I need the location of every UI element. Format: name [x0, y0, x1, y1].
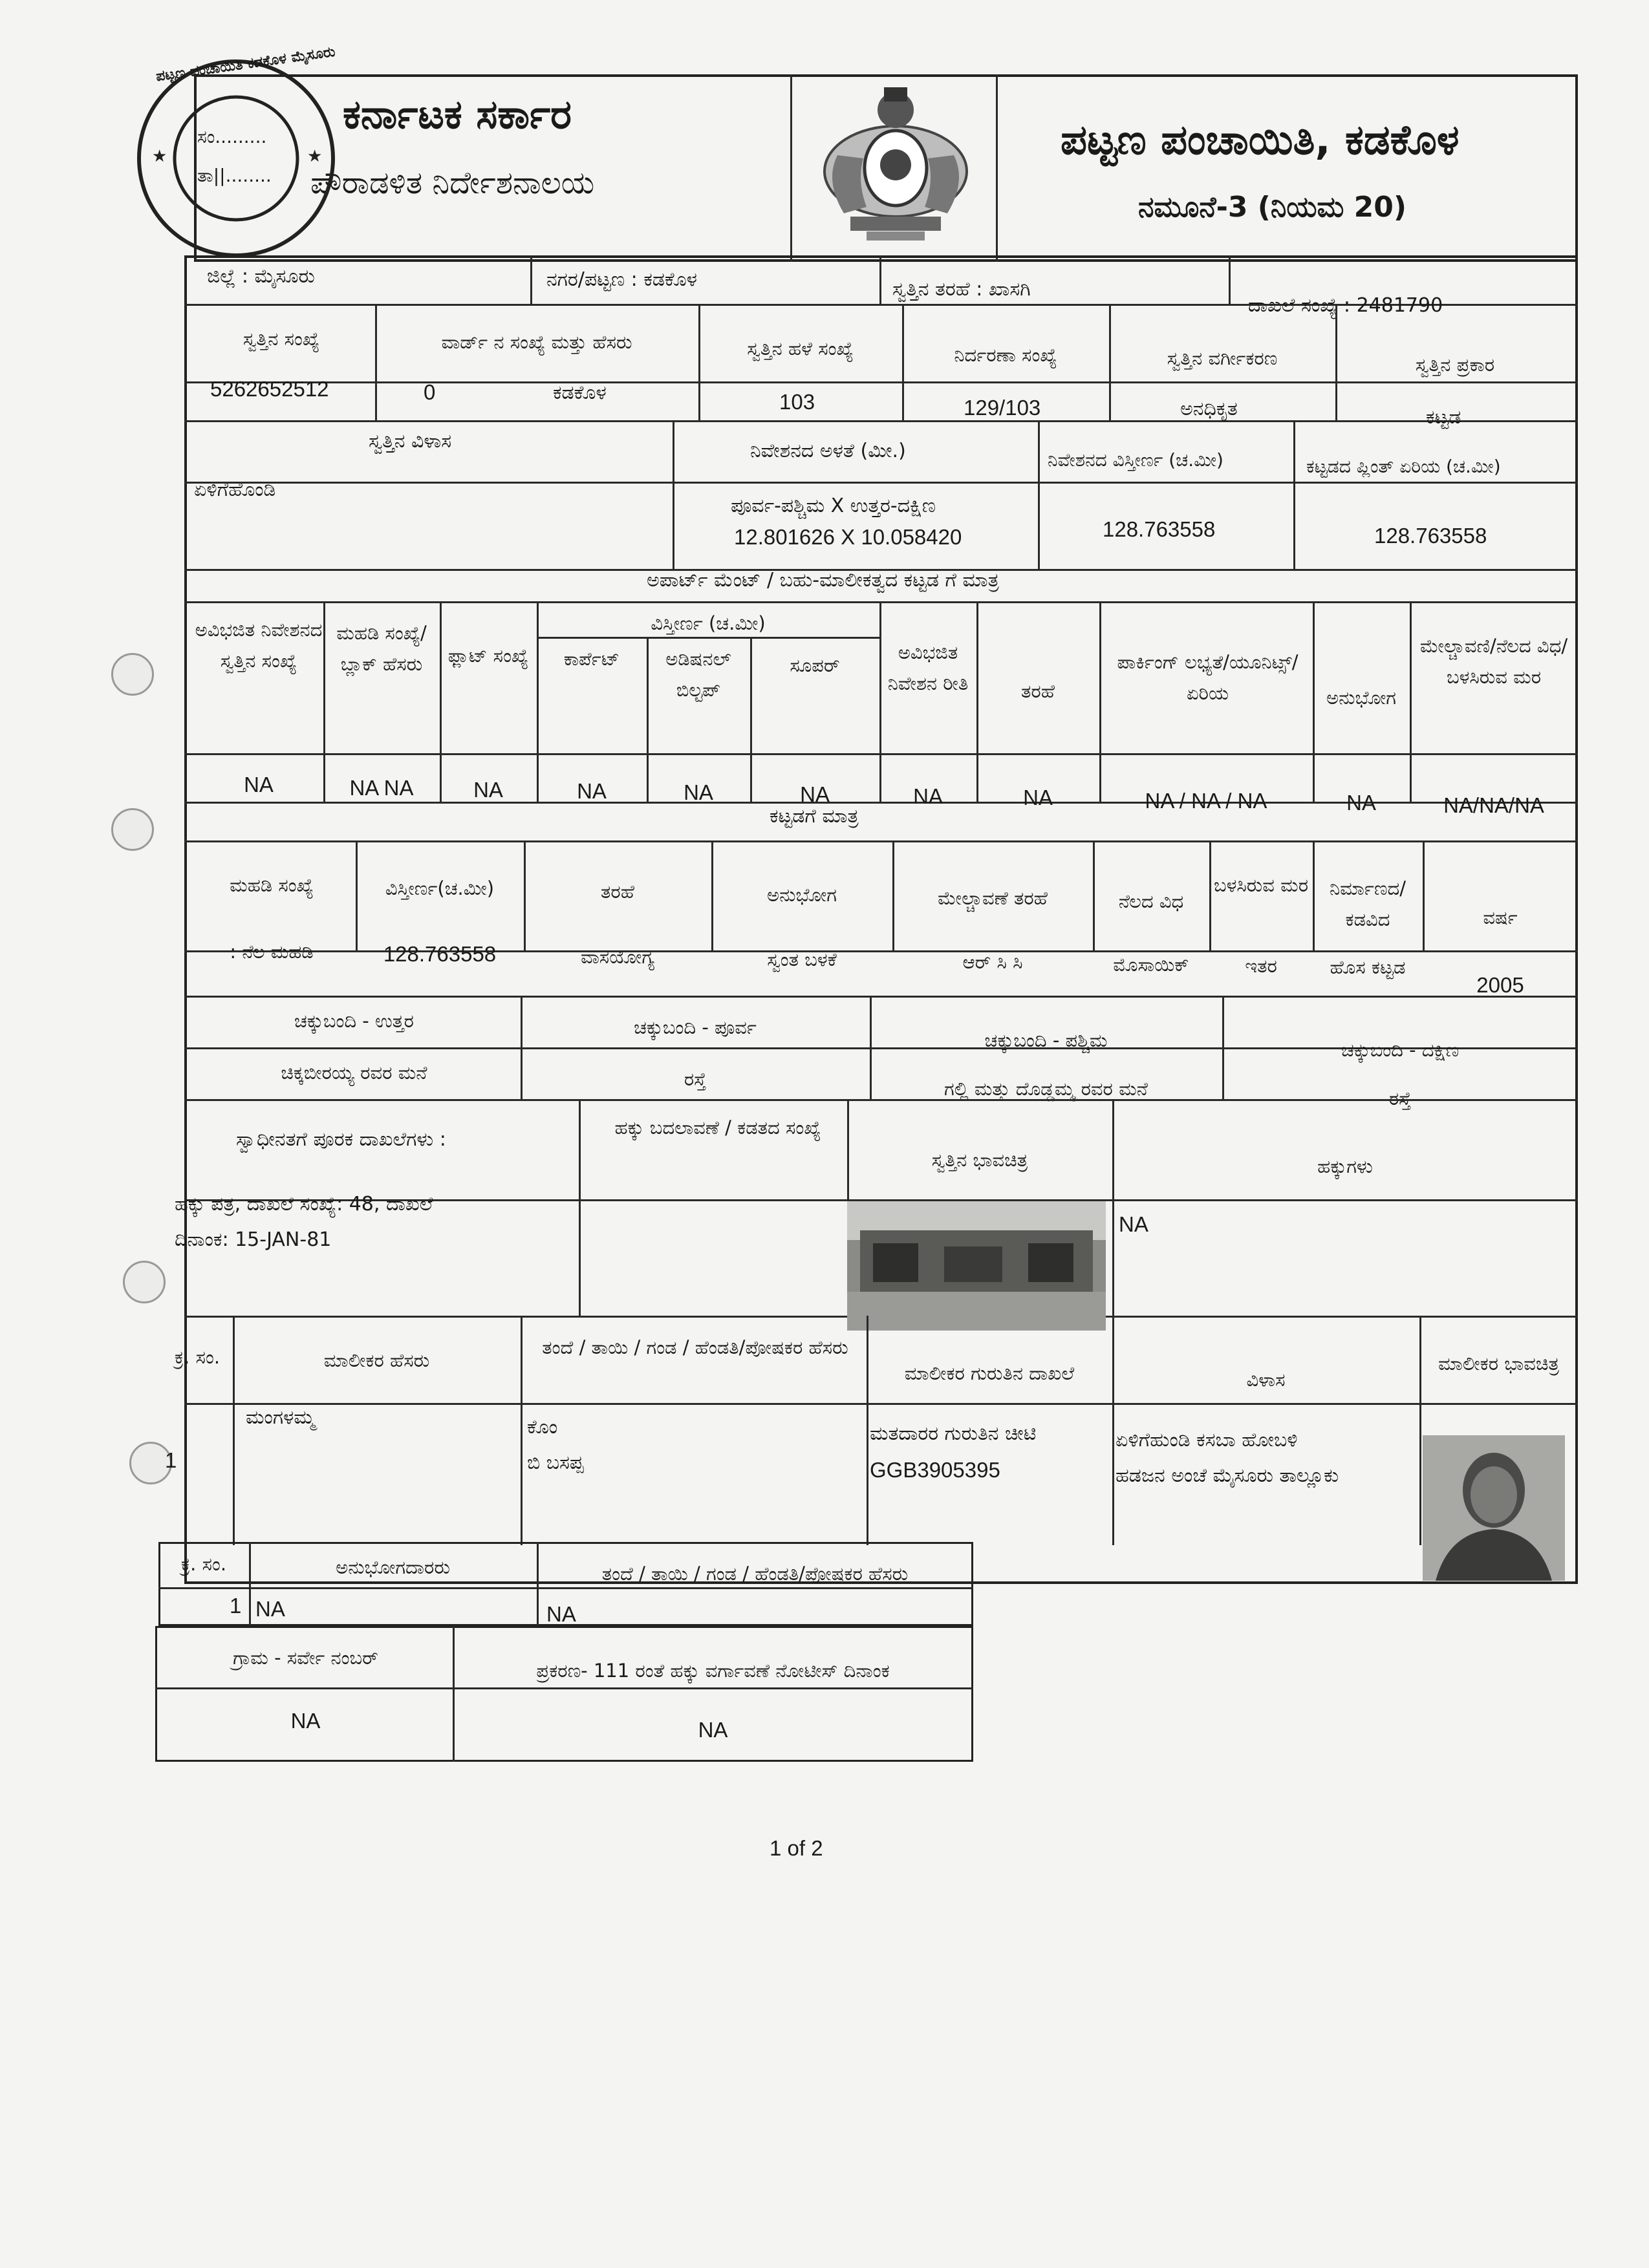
bld-h-kind: ತರಹೆ — [601, 881, 634, 903]
apt-v-undivided-type: NA — [913, 784, 943, 808]
bld-h-construction: ನಿರ್ಮಾಣದ/ ಕಡವಿದ — [1329, 877, 1406, 930]
owner-h-sl: ಕ್ರ. ಸಂ. — [174, 1346, 221, 1368]
header-assessment-no: ನಿರ್ದರಣಾ ಸಂಖ್ಯೆ — [954, 344, 1057, 366]
bld-v-area: 128.763558 — [383, 942, 497, 966]
district: ಜಿಲ್ಲೆ : ಮೈಸೂರು — [207, 265, 315, 288]
apt-v-roof-floor-wood: NA/NA/NA — [1443, 793, 1544, 817]
dimensions-header: ನಿವೇಶನದ ಅಳತೆ (ಮೀ.) — [750, 440, 906, 462]
form-number: ನಮೂನೆ-3 (ನಿಯಮ 20) — [1138, 191, 1406, 224]
owner-id-no: GGB3905395 — [870, 1458, 1000, 1482]
bld-h-wood: ಬಳಸಿರುವ ಮರ — [1213, 874, 1309, 896]
apt-h-floor-block: ಮಹಡಿ ಸಂಖ್ಯೆ/ಬ್ಲಾಕ್ ಹೆಸರು — [336, 622, 427, 675]
rights-header: ಹಕ್ಕುಗಳು — [1317, 1155, 1373, 1177]
rights-change-header: ಹಕ್ಕು ಬದಲಾವಣೆ / ಕಡತದ ಸಂಖ್ಯೆ — [614, 1117, 821, 1139]
owner-h-photo: ಮಾಲೀಕರ ಭಾವಚಿತ್ರ — [1438, 1353, 1559, 1375]
bld-v-construction: ಹೊಸ ಕಟ್ಟಡ — [1330, 956, 1406, 978]
svg-text:★: ★ — [307, 147, 323, 166]
apt-h-parking: ಪಾರ್ಕಿಂಗ್ ಲಭ್ಯತೆ/ಯೂನಿಟ್ಸ್/ಏರಿಯ — [1117, 651, 1299, 704]
apt-h-roof-floor-wood: ಮೇಲ್ಚಾವಣಿ/ನೆಲದ ವಿಧ/ಬಳಸಿರುವ ಮರ — [1419, 635, 1568, 688]
apt-h-super: ಸೂಪರ್ — [790, 654, 840, 676]
header-old-no: ಸ್ವತ್ತಿನ ಹಳೆ ಸಂಖ್ಯೆ — [747, 337, 854, 359]
boundary-south: ರಸ್ತೆ — [1388, 1087, 1412, 1109]
old-number: 103 — [779, 390, 815, 414]
header-classification: ಸ್ವತ್ತಿನ ವರ್ಗೀಕರಣ — [1167, 347, 1278, 369]
apt-v-flat-no: NA — [473, 778, 503, 802]
seal-ring-text: ಪಟ್ಟಣ ಪಂಚಾಯಿತಿ ಕಡಕೊಳ ಮೈಸೂರು — [155, 43, 337, 85]
bld-h-year: ವರ್ಷ — [1483, 906, 1518, 928]
state-emblem-icon — [812, 84, 980, 246]
owner-h-name: ಮಾಲೀಕರ ಹೆಸರು — [323, 1349, 430, 1371]
apt-v-carpet: NA — [577, 779, 607, 803]
bld-v-wood: ಇತರ — [1245, 955, 1277, 977]
survey-v-village: NA — [290, 1709, 321, 1733]
bld-v-floor-type: ಮೊಸಾಯಿಕ್ — [1113, 954, 1189, 976]
boundary-east: ರಸ್ತೆ — [684, 1068, 707, 1090]
apt-h-undivided-no: ಅವಿಭಜಿತ ನಿವೇಶನದ ಸ್ವತ್ತಿನ ಸಂಖ್ಯೆ — [195, 619, 323, 672]
doc-line-2: ದಿನಾಂಕ: 15-JAN-81 — [175, 1228, 332, 1251]
dimensions-value: 12.801626 X 10.058420 — [734, 525, 962, 549]
ward-name: ಕಡಕೊಳ — [553, 381, 607, 404]
apt-v-parking: NA / NA / NA — [1145, 789, 1267, 813]
apt-h-undivided-type: ಅವಿಭಜಿತ ನಿವೇಶನ ರೀತಿ — [887, 641, 969, 694]
punch-hole — [123, 1261, 166, 1303]
bld-v-year: 2005 — [1476, 973, 1524, 997]
boundary-north: ಚಿಕ್ಕಬೀರಯ್ಯ ರವರ ಮನೆ — [281, 1062, 427, 1084]
plinth-area: 128.763558 — [1374, 524, 1487, 548]
boundary-north-header: ಚಕ್ಕುಬಂದಿ - ಉತ್ತರ — [294, 1010, 414, 1032]
owner-sl: 1 — [165, 1448, 177, 1472]
svg-text:★: ★ — [152, 147, 167, 166]
header-property-no: ಸ್ವತ್ತಿನ ಸಂಖ್ಯೆ — [242, 328, 320, 350]
rights-value: NA — [1119, 1212, 1148, 1236]
page-number: 1 of 2 — [770, 1836, 823, 1860]
record-number: ದಾಖಲೆ ಸಂಖ್ಯೆ : 2481790 — [1248, 294, 1443, 317]
occ-h-sl: ಕ್ರ. ಸಂ. — [180, 1553, 227, 1575]
owner-id-type: ಮತದಾರರ ಗುರುತಿನ ಚೀಟಿ — [870, 1422, 1037, 1445]
survey-h-village: ಗ್ರಾಮ - ಸರ್ವೇ ನಂಬರ್ — [233, 1647, 378, 1669]
punch-hole — [111, 653, 154, 696]
survey-h-notice: ಪ್ರಕರಣ- 111 ರಂತೆ ಹಕ್ಕು ವರ್ಗಾವಣೆ ನೋಟೀಸ್ ದಿನಾಂಕ — [536, 1660, 890, 1682]
owner-address-1: ಏಳಿಗೆಹುಂಡಿ ಕಸಬಾ ಹೋಬಳಿ — [1116, 1429, 1298, 1451]
bld-h-roof: ಮೇಲ್ಚಾವಣೆ ತರಹೆ — [938, 887, 1048, 909]
bld-v-kind: ವಾಸಯೋಗ್ಯ — [580, 946, 655, 968]
owner-h-address: ವಿಳಾಸ — [1246, 1369, 1286, 1391]
owner-h-id: ಮಾಲೀಕರ ಗುರುತಿನ ದಾಖಲೆ — [904, 1362, 1075, 1384]
site-area-header: ನಿವೇಶನದ ವಿಸ್ತೀರ್ಣ (ಚ.ಮೀ) — [1048, 449, 1223, 471]
town: ನಗರ/ಪಟ್ಟಣ : ಕಡಕೊಳ — [546, 268, 698, 291]
header-ward: ವಾರ್ಡ್ ನ ಸಂಖ್ಯೆ ಮತ್ತು ಹೆಸರು — [441, 331, 632, 353]
bld-h-floor-type: ನೆಲದ ವಿಧ — [1118, 890, 1184, 912]
apt-v-super: NA — [800, 782, 830, 806]
occ-h-parent: ತಂದೆ / ತಾಯಿ / ಗಂಡ / ಹೆಂಡತಿ/ಪೋಷಕರ ಹೆಸರು — [601, 1563, 909, 1585]
punch-hole — [111, 808, 154, 851]
dimensions-label: ಪೂರ್ವ-ಪಶ್ಚಿಮ X ಉತ್ತರ-ದಕ್ಷಿಣ — [731, 495, 936, 517]
property-number: 5262652512 — [210, 377, 329, 401]
property-kind: ಸ್ವತ್ತಿನ ತರಹೆ : ಖಾಸಗಿ — [892, 278, 1031, 301]
bld-h-area: ವಿಸ್ತೀರ್ಣ(ಚ.ಮೀ) — [385, 877, 495, 899]
apt-v-undivided-no: NA — [244, 773, 274, 797]
owner-h-relative: ತಂದೆ / ತಾಯಿ / ಗಂಡ / ಹೆಂಡತಿ/ಪೋಷಕರ ಹೆಸರು — [542, 1336, 848, 1358]
property-address: ಏಳಿಗೆಹೊಂಡಿ — [194, 478, 276, 501]
bld-v-usage: ಸ್ವಂತ ಬಳಕೆ — [767, 948, 837, 970]
header-prop-type: ಸ್ವತ್ತಿನ ಪ್ರಕಾರ — [1415, 354, 1495, 376]
property-type: ಕಟ್ಟಡ — [1426, 406, 1461, 429]
classification: ಅನಧಿಕೃತ — [1180, 398, 1238, 420]
apt-v-kind: NA — [1023, 786, 1053, 809]
occ-sl: 1 — [230, 1594, 242, 1618]
property-photo-header: ಸ್ವತ್ತಿನ ಭಾವಚಿತ್ರ — [931, 1149, 1028, 1171]
assessment-number: 129/103 — [964, 396, 1041, 420]
govt-title: ಕರ್ನಾಟಕ ಸರ್ಕಾರ — [343, 91, 572, 138]
owner-relative: ಬಿ ಬಸಪ್ಪ — [527, 1451, 584, 1474]
bld-h-usage: ಅನುಭೋಗ — [767, 884, 837, 906]
apt-h-flat-no: ಫ್ಲಾಟ್ ಸಂಖ್ಯೆ — [447, 645, 529, 667]
plinth-header: ಕಟ್ಟಡದ ಪ್ಲಿಂತ್ ಏರಿಯ (ಚ.ಮೀ) — [1306, 456, 1501, 477]
apt-v-floor-block: NA NA — [349, 776, 414, 800]
building-title: ಕಟ್ಟಡಗೆ ಮಾತ್ರ — [770, 805, 859, 828]
area-group-header: ವಿಸ್ತೀರ್ಣ (ಚ.ಮೀ) — [651, 612, 766, 634]
address-header: ಸ್ವತ್ತಿನ ವಿಳಾಸ — [369, 430, 452, 453]
boundary-west: ಗಲ್ಲಿ ಮತ್ತು ದೊಡ್ಡಮ್ಮ ರವರ ಮನೆ — [944, 1078, 1148, 1100]
bld-h-floor: ಮಹಡಿ ಸಂಖ್ಯೆ — [230, 874, 314, 896]
occ-h-name: ಅನುಭೋಗದಾರರು — [336, 1556, 450, 1578]
apt-v-additional: NA — [684, 780, 713, 804]
seal-line-2: ತಾ||........ — [197, 165, 272, 186]
apt-h-kind: ತರಹೆ — [1021, 680, 1055, 702]
bld-v-floor: : ನೆಲ ಮಹಡಿ — [230, 941, 314, 963]
survey-v-notice: NA — [698, 1718, 728, 1742]
docs-header: ಸ್ವಾಧೀನತಗೆ ಪೂರಕ ದಾಖಲೆಗಳು : — [236, 1128, 446, 1151]
body-name: ಪಟ್ಟಣ ಪಂಚಾಯಿತಿ, ಕಡಕೊಳ — [1061, 116, 1460, 164]
boundary-west-header: ಚಕ್ಕುಬಂದಿ - ಪಶ್ಚಿಮ — [984, 1029, 1108, 1051]
seal-stamp — [133, 43, 339, 262]
directorate-title: ಪೌರಾಡಳಿತ ನಿರ್ದೇಶನಾಲಯ — [310, 165, 595, 201]
owner-relation: ಕೊಂ — [527, 1416, 558, 1439]
boundary-south-header: ಚಕ್ಕುಬಂದಿ - ದಕ್ಷಿಣ — [1341, 1039, 1460, 1061]
boundary-east-header: ಚಕ್ಕುಬಂದಿ - ಪೂರ್ವ — [634, 1016, 757, 1038]
property-photo — [847, 1201, 1106, 1331]
apt-h-additional: ಅಡಿಷನಲ್ ಬಿಲ್ಟಪ್ — [665, 648, 731, 701]
apt-h-carpet: ಕಾರ್ಪೆಟ್ — [563, 648, 620, 670]
apt-v-usage: NA — [1346, 791, 1376, 815]
doc-line-1: ಹಕ್ಕು ಪತ್ರ, ದಾಖಲೆ ಸಂಖ್ಯೆ: 48, ದಾಖಲೆ — [175, 1193, 433, 1215]
site-area: 128.763558 — [1103, 517, 1216, 541]
seal-line-1: ಸಂ......... — [197, 126, 267, 147]
apt-h-usage: ಅನುಭೋಗ — [1326, 687, 1396, 709]
ward-number: 0 — [424, 380, 436, 404]
apartment-title: ಅಪಾರ್ಟ್ ಮೆಂಟ್ / ಬಹು-ಮಾಲೀಕತ್ವದ ಕಟ್ಟಡ ಗೆ ಮಾತ್ರ — [647, 569, 999, 592]
occ-parent: NA — [546, 1602, 576, 1626]
occ-name: NA — [255, 1597, 285, 1621]
owner-photo — [1423, 1435, 1565, 1581]
owner-address-2: ಹಡಜನ ಅಂಚೆ ಮೈಸೂರು ತಾಲ್ಲೂಕು — [1116, 1464, 1339, 1487]
bld-v-roof: ಆರ್ ಸಿ ಸಿ — [962, 951, 1023, 973]
owner-name: ಮಂಗಳಮ್ಮ — [246, 1406, 315, 1429]
